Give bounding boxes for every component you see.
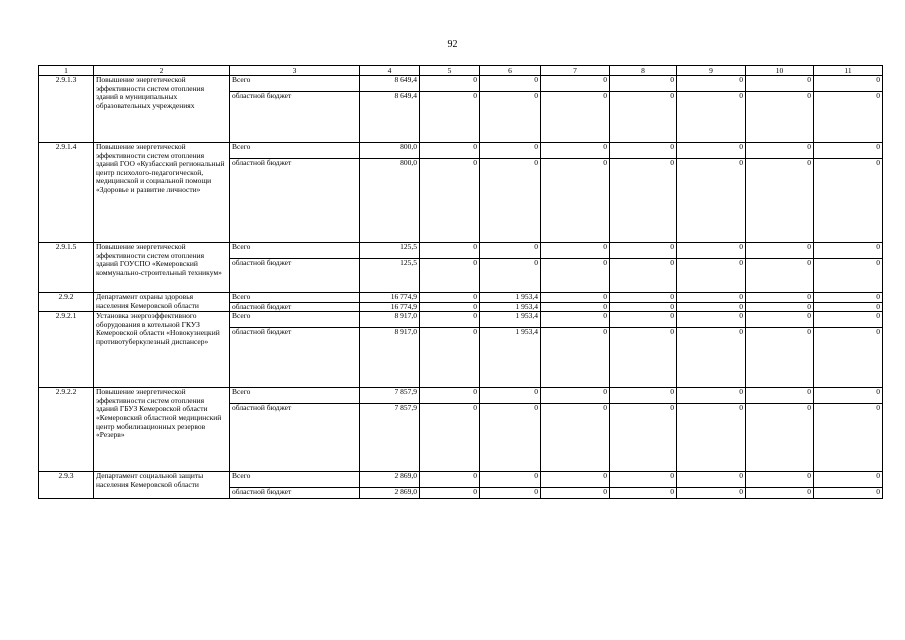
row-name: Повышение энергетической эффективности систем отопления зданий ГОУСПО «Кемеровский коммунально-строительный техникум» (94, 243, 230, 293)
funding-source: Всего (230, 143, 360, 159)
header-row (39, 66, 883, 76)
funding-source: Всего (230, 293, 360, 303)
amount-cell: 125,5 (360, 259, 420, 293)
amount-cell: 0 (610, 404, 677, 472)
amount-cell: 125,5 (360, 243, 420, 259)
amount-cell: 7 857,9 (360, 404, 420, 472)
row-code: 2.9.1.4 (39, 143, 94, 243)
amount-cell: 16 774,9 (360, 293, 420, 303)
column-header: 10 (746, 66, 814, 76)
amount-cell: 0 (746, 76, 814, 92)
amount-cell: 0 (746, 92, 814, 143)
amount-cell: 0 (746, 293, 814, 303)
table-row (39, 143, 883, 159)
amount-cell: 0 (610, 143, 677, 159)
amount-cell: 7 857,9 (360, 388, 420, 404)
amount-cell: 0 (541, 259, 610, 293)
row-code: 2.9.2.2 (39, 388, 94, 472)
amount-cell: 0 (541, 404, 610, 472)
amount-cell: 0 (814, 76, 883, 92)
amount-cell: 0 (677, 388, 746, 404)
amount-cell: 0 (610, 76, 677, 92)
amount-cell: 0 (420, 143, 480, 159)
funding-source: областной бюджет (230, 92, 360, 143)
funding-source: областной бюджет (230, 488, 360, 499)
row-code: 2.9.1.5 (39, 243, 94, 293)
amount-cell: 0 (746, 259, 814, 293)
amount-cell: 0 (746, 488, 814, 499)
amount-cell: 0 (746, 312, 814, 328)
page-number: 92 (447, 39, 458, 50)
amount-cell: 0 (746, 472, 814, 488)
amount-cell: 0 (746, 328, 814, 388)
amount-cell: 0 (541, 243, 610, 259)
column-header: 9 (677, 66, 746, 76)
amount-cell: 0 (677, 76, 746, 92)
amount-cell: 1 953,4 (480, 293, 541, 303)
amount-cell: 0 (480, 76, 541, 92)
amount-cell: 0 (420, 388, 480, 404)
row-name: Установка энергоэффективного оборудования в котельной ГКУЗ Кемеровской области «Новокузнецкий противотуберкулезный диспансер» (94, 312, 230, 388)
amount-cell: 0 (814, 159, 883, 243)
amount-cell: 0 (420, 293, 480, 303)
amount-cell: 0 (480, 259, 541, 293)
row-code: 2.9.2.1 (39, 312, 94, 388)
amount-cell: 0 (541, 312, 610, 328)
amount-cell: 0 (814, 312, 883, 328)
amount-cell: 0 (677, 243, 746, 259)
column-header: 3 (230, 66, 360, 76)
amount-cell: 0 (420, 404, 480, 472)
amount-cell: 0 (610, 92, 677, 143)
amount-cell: 0 (677, 159, 746, 243)
amount-cell: 0 (746, 159, 814, 243)
amount-cell: 0 (420, 76, 480, 92)
funding-source: областной бюджет (230, 159, 360, 243)
amount-cell: 0 (541, 302, 610, 312)
amount-cell: 0 (814, 404, 883, 472)
amount-cell: 0 (677, 293, 746, 303)
amount-cell: 8 917,0 (360, 312, 420, 328)
column-header: 5 (420, 66, 480, 76)
amount-cell: 0 (480, 388, 541, 404)
table-row (39, 76, 883, 92)
funding-source: Всего (230, 76, 360, 92)
amount-cell: 0 (610, 259, 677, 293)
amount-cell: 0 (420, 159, 480, 243)
amount-cell: 0 (814, 488, 883, 499)
amount-cell: 800,0 (360, 143, 420, 159)
budget-table (38, 65, 883, 499)
funding-source: областной бюджет (230, 404, 360, 472)
amount-cell: 8 649,4 (360, 92, 420, 143)
row-name: Департамент социальной защиты населения Кемеровской области (94, 472, 230, 499)
amount-cell: 0 (541, 328, 610, 388)
funding-source: областной бюджет (230, 259, 360, 293)
table-row (39, 388, 883, 404)
amount-cell: 0 (814, 328, 883, 388)
funding-source: Всего (230, 388, 360, 404)
row-name: Повышение энергетической эффективности систем отопления зданий ГОО «Кузбасский региональный центр психолого-педагогической, медицинской и социальной помощи «Здоровье и развитие личности» (94, 143, 230, 243)
funding-source: Всего (230, 312, 360, 328)
row-name: Повышение энергетической эффективности систем отопления зданий в муниципальных образовательных учреждениях (94, 76, 230, 143)
funding-source: Всего (230, 243, 360, 259)
amount-cell: 0 (541, 92, 610, 143)
amount-cell: 0 (480, 243, 541, 259)
amount-cell: 0 (746, 243, 814, 259)
amount-cell: 0 (814, 143, 883, 159)
amount-cell: 0 (814, 302, 883, 312)
amount-cell: 0 (677, 488, 746, 499)
column-header: 2 (94, 66, 230, 76)
amount-cell: 8 649,4 (360, 76, 420, 92)
amount-cell: 0 (610, 159, 677, 243)
row-code: 2.9.3 (39, 472, 94, 499)
amount-cell: 0 (610, 328, 677, 388)
table-row (39, 293, 883, 303)
amount-cell: 0 (420, 328, 480, 388)
table-row (39, 472, 883, 488)
amount-cell: 0 (814, 388, 883, 404)
row-name: Департамент охраны здоровья населения Кемеровской области (94, 293, 230, 312)
amount-cell: 0 (541, 159, 610, 243)
amount-cell: 16 774,9 (360, 302, 420, 312)
amount-cell: 0 (814, 472, 883, 488)
row-code: 2.9.1.3 (39, 76, 94, 143)
column-header: 4 (360, 66, 420, 76)
amount-cell: 0 (541, 76, 610, 92)
amount-cell: 0 (677, 92, 746, 143)
amount-cell: 0 (677, 312, 746, 328)
amount-cell: 0 (480, 92, 541, 143)
amount-cell: 0 (420, 312, 480, 328)
amount-cell: 0 (677, 404, 746, 472)
amount-cell: 0 (814, 243, 883, 259)
column-header: 6 (480, 66, 541, 76)
amount-cell: 0 (420, 259, 480, 293)
amount-cell: 0 (746, 302, 814, 312)
amount-cell: 1 953,4 (480, 312, 541, 328)
amount-cell: 0 (677, 472, 746, 488)
amount-cell: 0 (420, 302, 480, 312)
amount-cell: 0 (610, 488, 677, 499)
amount-cell: 0 (541, 143, 610, 159)
amount-cell: 0 (541, 488, 610, 499)
amount-cell: 0 (480, 488, 541, 499)
amount-cell: 0 (677, 328, 746, 388)
table-row (39, 243, 883, 259)
amount-cell: 2 869,0 (360, 472, 420, 488)
column-header: 7 (541, 66, 610, 76)
amount-cell: 0 (746, 143, 814, 159)
amount-cell: 0 (610, 243, 677, 259)
funding-source: областной бюджет (230, 302, 360, 312)
amount-cell: 0 (610, 302, 677, 312)
amount-cell: 0 (746, 404, 814, 472)
column-header: 1 (39, 66, 94, 76)
amount-cell: 0 (677, 302, 746, 312)
amount-cell: 0 (541, 472, 610, 488)
amount-cell: 0 (541, 293, 610, 303)
amount-cell: 0 (480, 143, 541, 159)
amount-cell: 8 917,0 (360, 328, 420, 388)
amount-cell: 0 (541, 388, 610, 404)
amount-cell: 0 (814, 92, 883, 143)
amount-cell: 1 953,4 (480, 328, 541, 388)
amount-cell: 0 (610, 472, 677, 488)
amount-cell: 0 (610, 312, 677, 328)
amount-cell: 0 (746, 388, 814, 404)
amount-cell: 0 (480, 159, 541, 243)
amount-cell: 0 (480, 472, 541, 488)
amount-cell: 0 (420, 92, 480, 143)
row-code: 2.9.2 (39, 293, 94, 312)
amount-cell: 0 (420, 243, 480, 259)
amount-cell: 0 (420, 472, 480, 488)
amount-cell: 0 (610, 388, 677, 404)
row-name: Повышение энергетической эффективности систем отопления зданий ГБУЗ Кемеровской области «Кемеровский областной медицинский центр мобилизационных резервов «Резерв» (94, 388, 230, 472)
amount-cell: 0 (814, 293, 883, 303)
table-row (39, 312, 883, 328)
column-header: 11 (814, 66, 883, 76)
funding-source: областной бюджет (230, 328, 360, 388)
amount-cell: 0 (677, 143, 746, 159)
column-header: 8 (610, 66, 677, 76)
amount-cell: 800,0 (360, 159, 420, 243)
amount-cell: 0 (610, 293, 677, 303)
amount-cell: 2 869,0 (360, 488, 420, 499)
amount-cell: 0 (480, 404, 541, 472)
amount-cell: 1 953,4 (480, 302, 541, 312)
amount-cell: 0 (814, 259, 883, 293)
amount-cell: 0 (420, 488, 480, 499)
amount-cell: 0 (677, 259, 746, 293)
funding-source: Всего (230, 472, 360, 488)
